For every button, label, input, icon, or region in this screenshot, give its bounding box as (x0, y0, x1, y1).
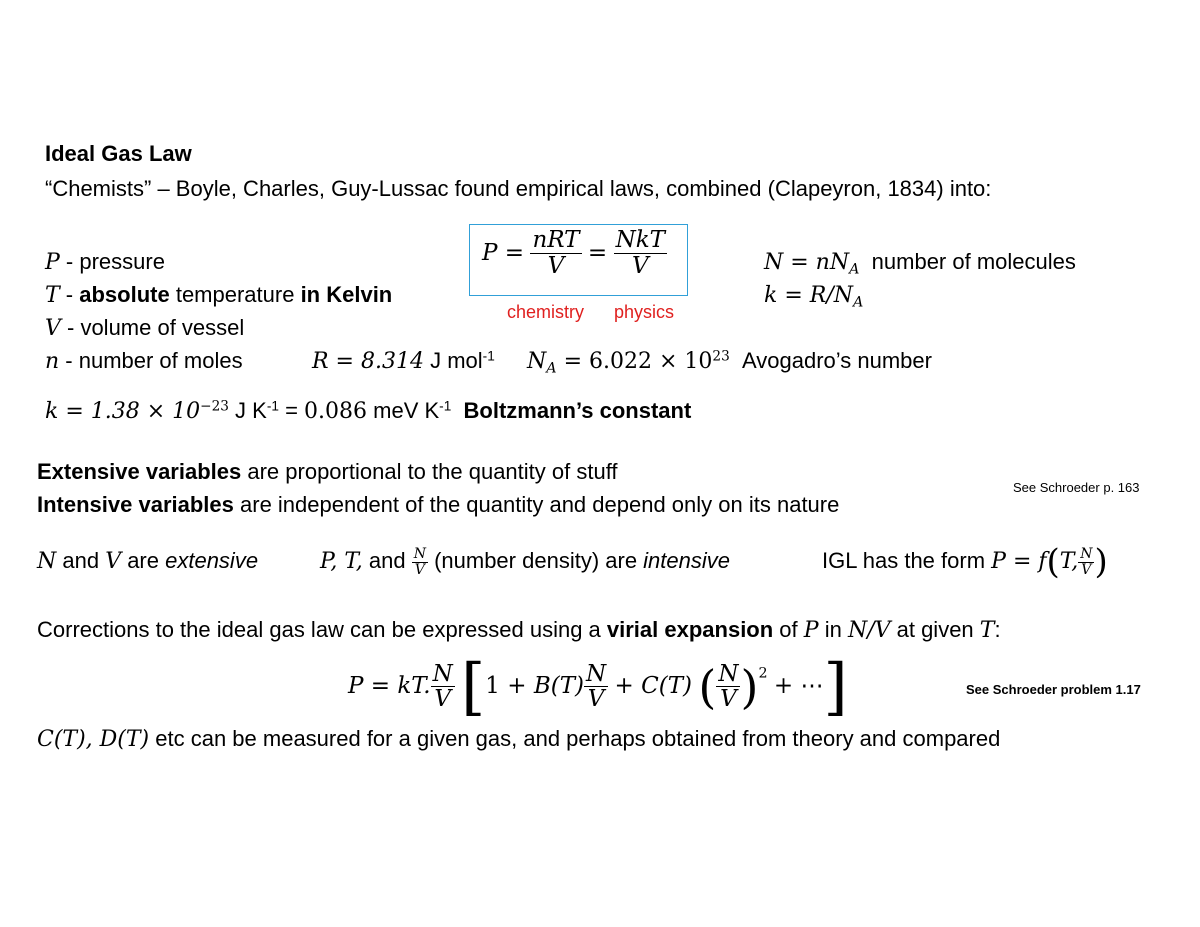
virial-intro: Corrections to the ideal gas law can be expressed using a virial expansion of P in N/V at given T: (37, 617, 1001, 643)
intensive-definition: Intensive variables are independent of the quantity and depend only on its nature (37, 492, 840, 517)
var-pressure: P - pressure (45, 249, 165, 275)
var-temperature: T - absolute temperature in Kelvin (45, 282, 393, 308)
label-physics: physics (614, 302, 675, 322)
virial-equation: P = kT. $\frac{N}{V}$ [1 + B(T) $\frac{N}{V}$ + C(T) ( $\frac{N}{V}$ )$^2$ + ⋯] (348, 649, 848, 723)
molecules-definition: $N = nN_A$ number of molecules (764, 249, 1076, 278)
extensive-definition: Extensive variables are proportional to the quantity of stuff (37, 459, 618, 484)
page-title: Ideal Gas Law (45, 141, 192, 166)
fraction-chemistry: $\frac{\text{nRT}}{V}$ (532, 227, 580, 279)
avogadro-constant: $N_A = 6.022 \times 10^{23}$ Avogadro’s number (527, 348, 932, 377)
reference-schroeder-page: See Schroeder p. 163 (1013, 480, 1140, 495)
ideal-gas-formula: P = $\frac{\text{nRT}}{V}$ = $\frac{\text{NkT}}{V}$ (482, 227, 665, 279)
label-chemistry: chemistry (507, 302, 585, 322)
fraction-physics: $\frac{\text{NkT}}{V}$ (615, 227, 665, 279)
final-note: C(T), D(T) etc can be measured for a given gas, and perhaps obtained from theory and compared (37, 726, 1001, 752)
gas-constant: R = 8.314 J mol$^{-1}$ (312, 348, 495, 374)
intensive-examples: P, T, and $\frac{N}{V}$ (number density) are intensive (320, 545, 731, 578)
intro-line: “Chemists” – Boyle, Charles, Guy-Lussac found empirical laws, combined (Clapeyron, 1834) into: (45, 176, 992, 201)
reference-schroeder-problem: See Schroeder problem 1.17 (966, 682, 1141, 697)
igl-form: IGL has the form P = f(T, $\frac{N}{V}$ ) (822, 542, 1108, 583)
var-moles: n - number of moles (45, 348, 243, 374)
var-volume: V - volume of vessel (45, 315, 245, 341)
extensive-intensive-examples: N and V are extensive (37, 548, 259, 574)
boltzmann-constant: $k = 1.38 \times 10^{-23}$ J $K^{-1} = 0.086$ meV $K^{-1}$ Boltzmann’s constant (45, 398, 692, 424)
k-definition: $k = R/N_A$ (764, 283, 864, 311)
